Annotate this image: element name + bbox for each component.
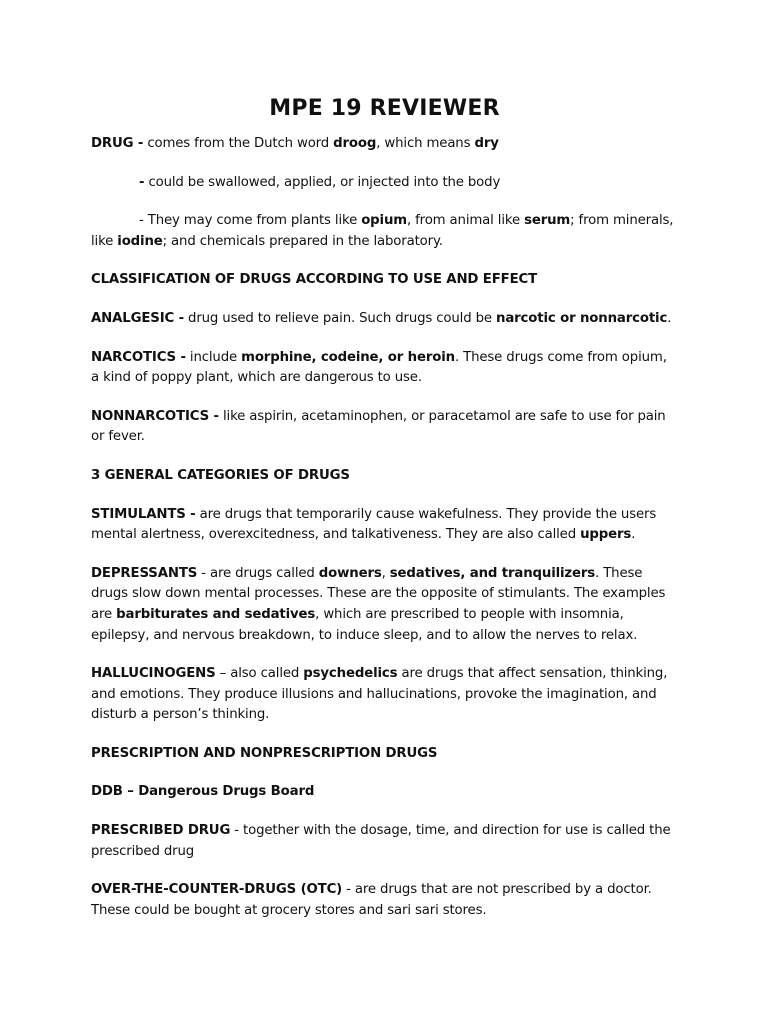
- text-span: could be swallowed, applied, or injected into the body: [144, 174, 501, 190]
- ddb-heading: DDB – Dangerous Drugs Board: [91, 784, 315, 800]
- analgesic-definition: [91, 309, 678, 330]
- categories-heading: 3 GENERAL CATEGORIES OF DRUGS: [91, 467, 350, 483]
- stimulants-definition: [91, 505, 678, 546]
- drug-usage-line: [91, 173, 678, 194]
- term-analgesic: ANALGESIC -: [91, 310, 184, 326]
- text-span: . These drugs come from opium, a kind of poppy plant, which are dangerous to use.: [91, 349, 667, 386]
- drug-definition: [91, 134, 678, 155]
- bold-span: dry: [474, 136, 499, 151]
- bold-span: serum: [524, 213, 571, 229]
- narcotics-definition: [91, 348, 678, 389]
- term-hallucinogens: HALLUCINOGENS: [91, 666, 216, 682]
- text-span: .: [631, 527, 636, 543]
- classification-heading: CLASSIFICATION OF DRUGS ACCORDING TO USE AND EFFECT: [91, 272, 538, 288]
- bold-span: uppers: [580, 527, 632, 543]
- text-span: ; from minerals, like: [91, 213, 674, 249]
- bold-span: sedatives, and tranquilizers: [389, 565, 596, 581]
- text-span: are drugs that temporarily cause wakefulness. They provide the users mental alertness, overexcitedness, and talkativeness. They are also called: [91, 506, 657, 543]
- bold-span: psychedelics: [303, 666, 398, 682]
- text-span: – also called: [215, 666, 304, 682]
- term-depressants: DEPRESSANTS: [91, 565, 198, 581]
- bold-span: -: [139, 174, 145, 190]
- text-span: - are drugs called: [197, 565, 319, 581]
- term-prescribed-drug: PRESCRIBED DRUG: [91, 823, 231, 839]
- text-span: . These drugs slow down mental processes. These are the opposite of stimulants. The examples are: [91, 565, 666, 622]
- text-span: - are drugs that are not prescribed by a doctor. These could be bought at grocery stores and sari sari stores.: [91, 882, 652, 918]
- term-stimulants: STIMULANTS -: [91, 506, 196, 522]
- term-nonnarcotics: NONNARCOTICS -: [91, 408, 219, 424]
- bold-span: droog: [333, 136, 377, 151]
- text-span: - They may come from plants like: [139, 213, 362, 229]
- term-drug: DRUG -: [91, 136, 144, 151]
- bold-span: narcotic or nonnarcotic: [496, 310, 668, 326]
- hallucinogens-definition: [91, 664, 678, 726]
- term-otc: OVER-THE-COUNTER-DRUGS (OTC): [91, 882, 343, 898]
- prescribed-drug-definition: [91, 821, 678, 862]
- nonnarcotics-definition: [91, 407, 678, 448]
- bold-span: barbiturates and sedatives: [116, 606, 316, 622]
- text-span: - together with the dosage, time, and direction for use is called the prescribed drug: [91, 823, 671, 859]
- text-span: , which means: [376, 136, 475, 151]
- text-span: drug used to relieve pain. Such drugs could be: [183, 310, 496, 326]
- text-span: like aspirin, acetaminophen, or paracetamol are safe to use for pain or fever.: [91, 408, 666, 445]
- depressants-definition: [91, 564, 678, 646]
- text-span: are drugs that affect sensation, thinking, and emotions. They produce illusions and hallucinations, provoke the imagination, and disturb a person’s thinking.: [91, 666, 668, 723]
- document-title: MPE 19 REVIEWER: [269, 96, 500, 121]
- text-span: ; and chemicals prepared in the laboratory.: [162, 233, 443, 249]
- bold-span: downers: [318, 565, 382, 581]
- text-span: .: [667, 310, 672, 326]
- text-span: , which are prescribed to people with insomnia, epilepsy, and nervous breakdown, to induce sleep, and to allow the nerves to relax.: [91, 606, 638, 643]
- bold-span: iodine: [117, 233, 163, 249]
- term-narcotics: NARCOTICS -: [91, 349, 186, 365]
- bold-span: opium: [361, 213, 407, 229]
- prescription-heading: PRESCRIPTION AND NONPRESCRIPTION DRUGS: [91, 745, 438, 761]
- text-span: include: [185, 349, 242, 365]
- bold-span: morphine, codeine, or heroin: [241, 349, 455, 365]
- text-span: ,: [381, 565, 390, 581]
- otc-definition: [91, 880, 678, 921]
- text-span: comes from the Dutch word: [143, 136, 334, 151]
- text-span: , from animal like: [406, 213, 525, 229]
- drug-sources-line: [91, 211, 678, 252]
